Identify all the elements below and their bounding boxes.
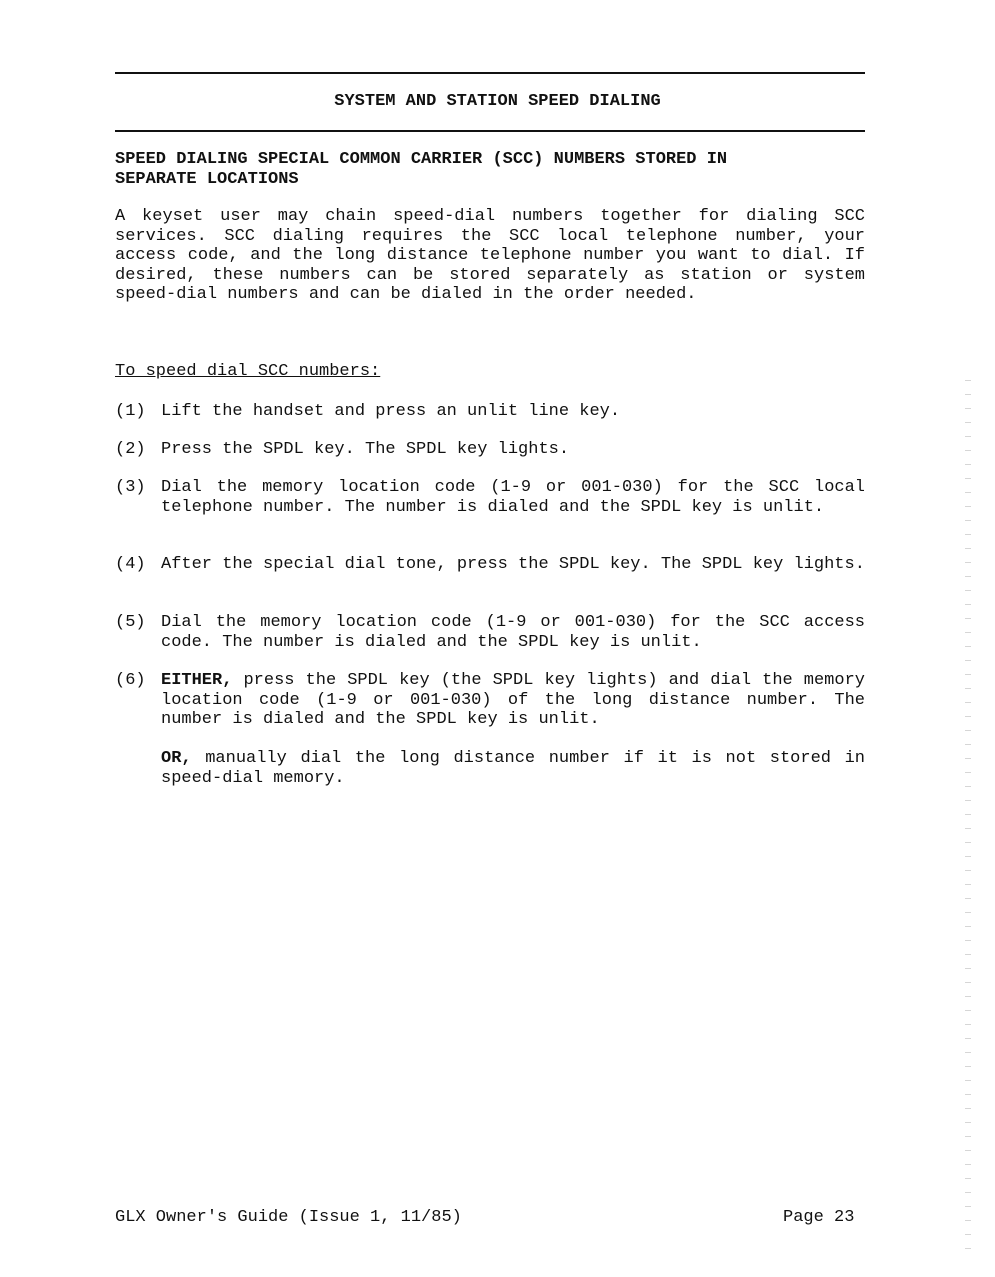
step-2 xyxy=(115,440,865,460)
step-text: Press the SPDL key. The SPDL key lights. xyxy=(161,440,570,459)
step-text xyxy=(161,671,865,730)
footer-page-number: Page 23 xyxy=(783,1208,855,1227)
alt-body-text: manually dial the long distance number if it is not stored in speed-dial memory. xyxy=(161,749,865,788)
either-label: EITHER, xyxy=(161,671,233,690)
step-number: (2) xyxy=(115,440,146,459)
step-text: Lift the handset and press an unlit line key. xyxy=(161,402,621,421)
step-text: Dial the memory location code (1-9 or 001-030) for the SCC access code. The number is dialed and the SPDL key is unlit. xyxy=(161,613,865,652)
step-4 xyxy=(115,555,865,575)
intro-paragraph: A keyset user may chain speed-dial numbers together for dialing SCC services. SCC dialing requires the SCC local telephone number, your access code, and the long distance telephone number you want to dial. If desired, these numbers can be stored separately as station or system speed-dial numbers and can be dialed in the order needed. xyxy=(115,207,865,304)
step-5 xyxy=(115,613,865,652)
or-label: OR, xyxy=(161,749,192,768)
step-1 xyxy=(115,402,865,422)
step-number: (3) xyxy=(115,478,146,497)
step-text: Dial the memory location code (1-9 or 001-030) for the SCC local telephone number. The number is dialed and the SPDL key is unlit. xyxy=(161,478,865,517)
scan-edge-dots xyxy=(965,380,971,1260)
footer-guide-title: GLX Owner's Guide (Issue 1, 11/85) xyxy=(115,1208,462,1227)
procedure-title: To speed dial SCC numbers: xyxy=(115,362,381,381)
section-heading-line2: SEPARATE LOCATIONS xyxy=(115,170,299,189)
step-number: (6) xyxy=(115,671,146,690)
step-number: (5) xyxy=(115,613,146,632)
alt-text xyxy=(161,749,865,788)
step-3 xyxy=(115,478,865,517)
section-heading-line1: SPEED DIALING SPECIAL COMMON CARRIER (SCC) NUMBERS STORED IN xyxy=(115,150,728,169)
step-6 xyxy=(115,671,865,730)
step-6-text: press the SPDL key (the SPDL key lights) and dial the memory location code (1-9 or 001-030) of the long distance number. The number is dialed and the SPDL key is unlit. xyxy=(161,671,865,729)
header-bottom-rule xyxy=(115,130,865,132)
header-top-rule xyxy=(115,72,865,74)
step-number: (4) xyxy=(115,555,146,574)
step-text: After the special dial tone, press the SPDL key. The SPDL key lights. xyxy=(161,555,865,574)
step-number: (1) xyxy=(115,402,146,421)
page-header-title: SYSTEM AND STATION SPEED DIALING xyxy=(334,92,661,111)
step-6-alternative xyxy=(115,749,865,788)
